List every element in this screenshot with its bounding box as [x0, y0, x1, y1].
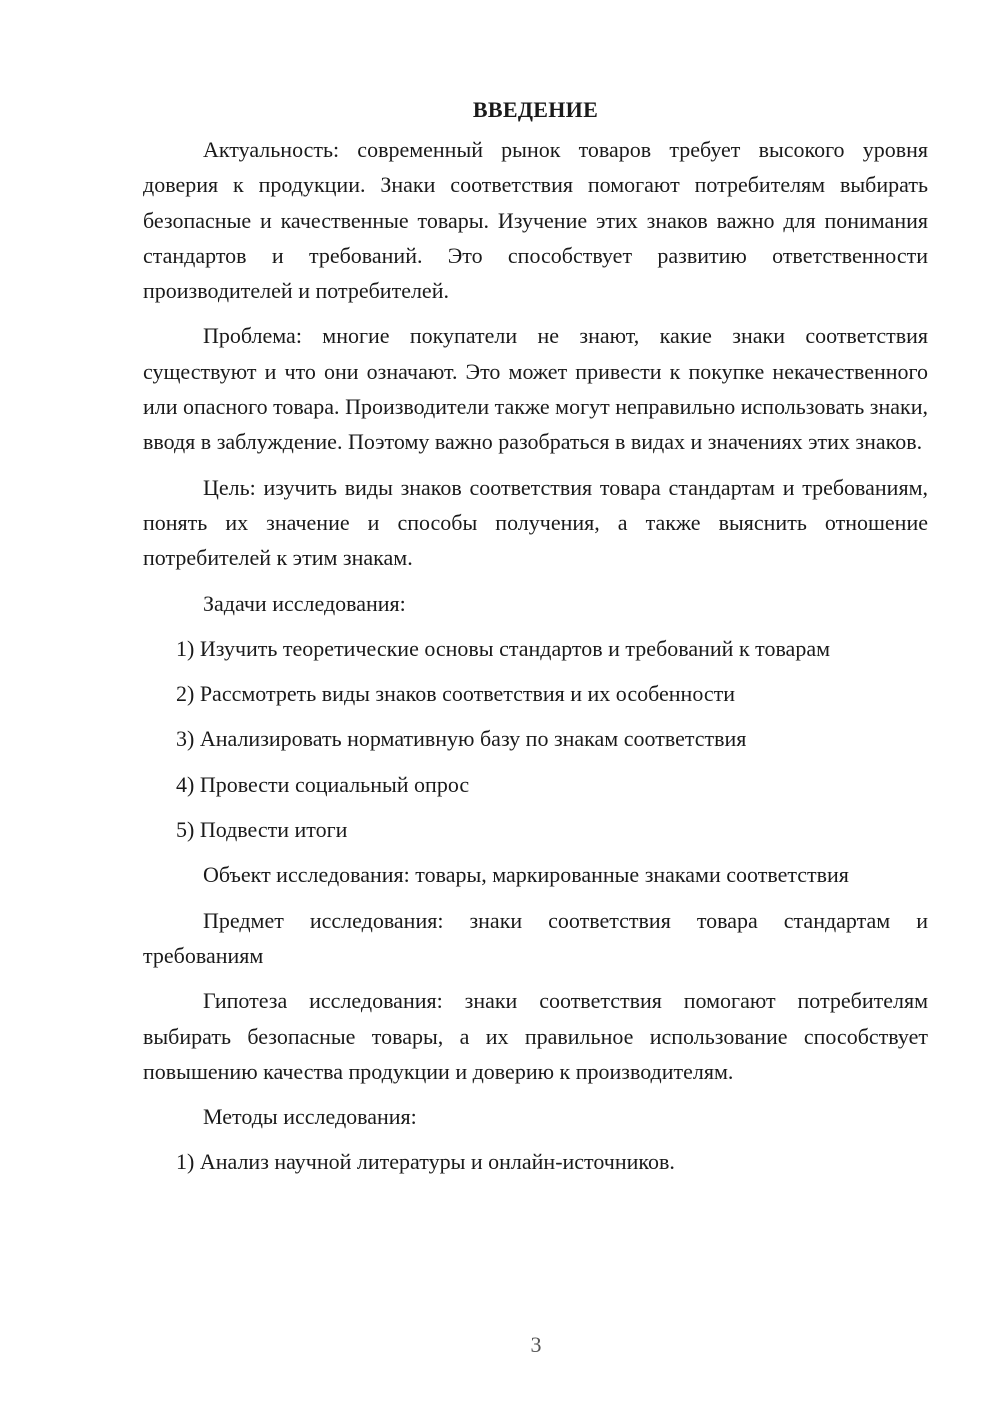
- list-item: 4) Провести социальный опрос: [176, 771, 470, 797]
- list-item: 3) Анализировать нормативную базу по знакам соответствия: [176, 726, 747, 752]
- paragraph-problem: Проблема: многие покупатели не знают, какие знаки соответствия существуют и что они означают. Это может привести к покупке некачественного или опасного товара. Производители также могут неправильно использовать знаки, вводя в заблуждение. Поэтому важно разобраться в видах и значениях этих знаков.: [143, 323, 928, 455]
- paragraph-subject: Предмет исследования: знаки соответствия товара стандартам и требованиям: [143, 907, 928, 968]
- paragraph-object: Объект исследования: товары, маркированные знаками соответствия: [203, 862, 849, 888]
- list-item: 1) Изучить теоретические основы стандартов и требований к товарам: [176, 635, 831, 661]
- list-item: 5) Подвести итоги: [176, 817, 348, 843]
- paragraph-hypothesis: Гипотеза исследования: знаки соответствия помогают потребителям выбирать безопасные товары, а их правильное использование способствует повышению качества продукции и доверию к производителям.: [143, 988, 928, 1084]
- page-title: ВВЕДЕНИЕ: [472, 97, 599, 122]
- methods-label: Методы исследования:: [203, 1104, 417, 1130]
- page-number: 3: [530, 1332, 542, 1357]
- paragraph-relevance: Актуальность: современный рынок товаров требует высокого уровня доверия к продукции. Знаки соответствия помогают потребителям выбирать безопасные и качественные товары. Изучение этих знаков важно для понимания стандартов и требований. Это способствует развитию ответственности производителей и потребителей.: [143, 137, 928, 304]
- list-item: 1) Анализ научной литературы и онлайн-источников.: [176, 1149, 675, 1175]
- document-page: [143, 92, 928, 1190]
- list-item: 2) Рассмотреть виды знаков соответствия и их особенности: [176, 681, 736, 707]
- tasks-list: [143, 631, 928, 847]
- tasks-label: Задачи исследования:: [203, 590, 406, 616]
- paragraph-goal: Цель: изучить виды знаков соответствия товара стандартам и требованиям, понять их значение и способы получения, а также выяснить отношение потребителей к этим знакам.: [143, 474, 928, 571]
- methods-list: [143, 1144, 928, 1179]
